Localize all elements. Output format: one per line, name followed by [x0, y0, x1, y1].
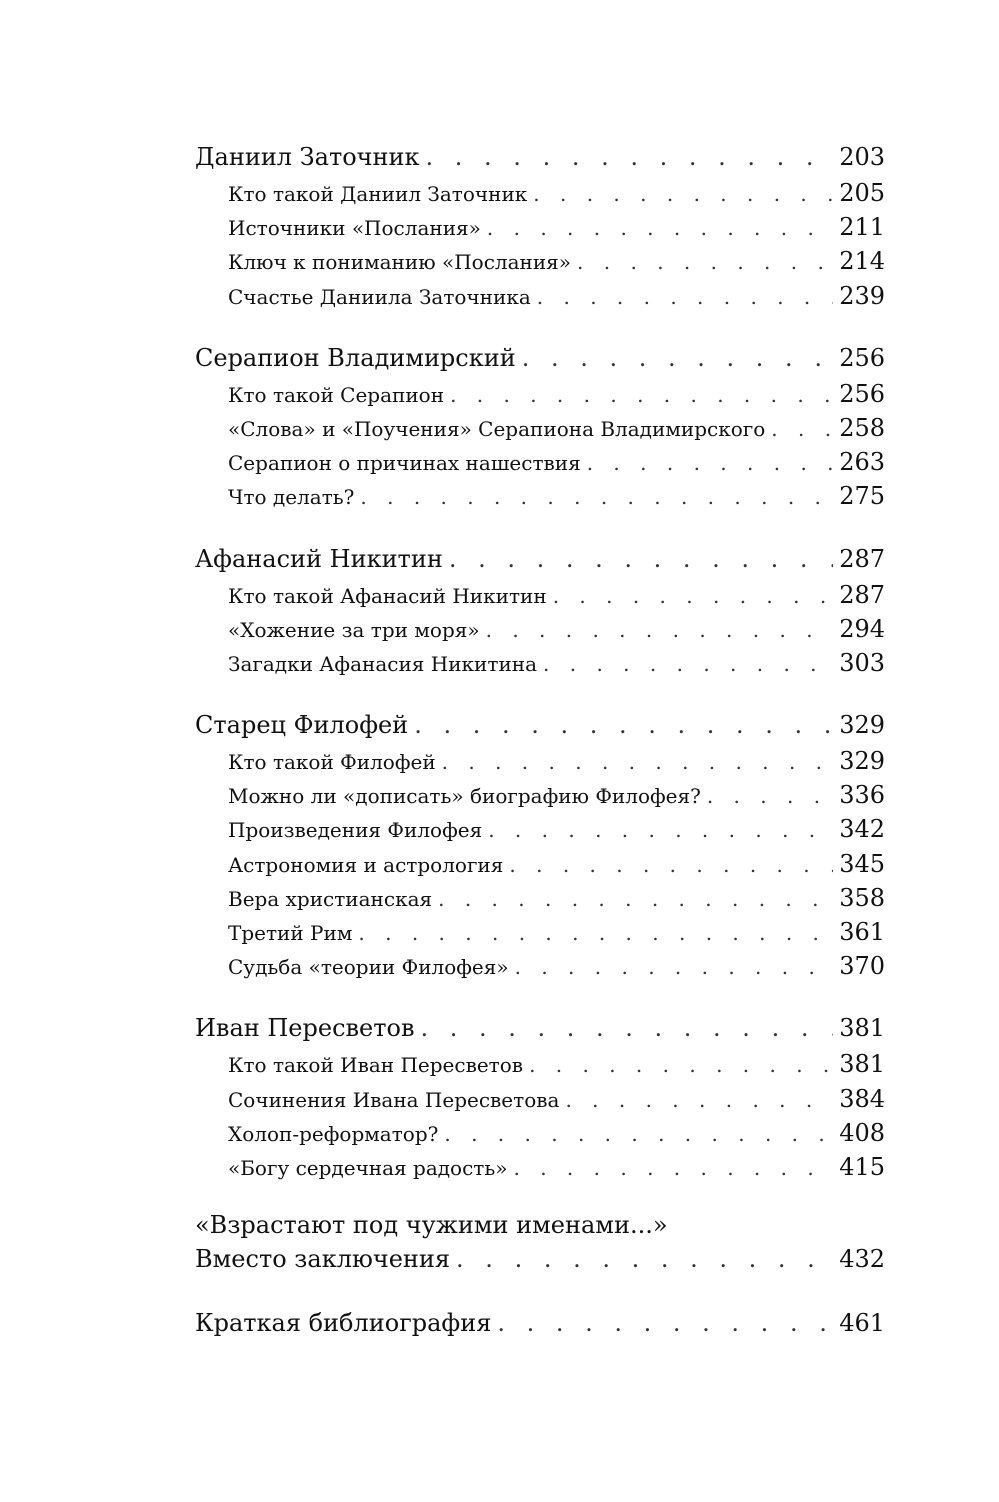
- page-number: 211: [839, 213, 885, 242]
- subsection-title: Третий Рим: [228, 921, 353, 945]
- dot-leader: [514, 1151, 834, 1185]
- toc-bibliography: [195, 1304, 885, 1342]
- toc-subsection-row[interactable]: [195, 578, 885, 612]
- page-number: 303: [839, 648, 885, 677]
- dot-leader: [529, 1048, 833, 1082]
- toc-chapter-row[interactable]: [195, 339, 885, 377]
- subsection-title: Можно ли «дописать» биографию Филофея?: [228, 784, 701, 809]
- page-number: 275: [839, 482, 885, 511]
- toc-subsection-row[interactable]: [195, 445, 885, 479]
- dot-leader: [444, 1117, 833, 1151]
- dot-leader: [456, 1240, 833, 1278]
- dot-leader: [360, 480, 833, 514]
- toc-chapter-row[interactable]: [195, 540, 885, 578]
- toc-chapter-row[interactable]: [195, 1009, 885, 1047]
- page-number: 361: [839, 918, 885, 946]
- conclusion-epigraph: «Взрастают под чужими именами...»: [195, 1211, 668, 1240]
- toc-subsection-row[interactable]: [195, 915, 885, 949]
- page-number: 214: [839, 247, 885, 276]
- subsection-title: «Богу сердечная радость»: [228, 1155, 508, 1180]
- chapter-title: Даниил Заточник: [195, 143, 420, 171]
- page-number: 345: [839, 849, 885, 878]
- subsection-title: Счастье Даниила Заточника: [228, 284, 531, 309]
- subsection-title: Вера христианская: [228, 886, 433, 911]
- page-number: 256: [839, 379, 885, 408]
- toc-subsection-row[interactable]: [195, 812, 885, 846]
- dot-leader: [414, 706, 833, 744]
- dot-leader: [488, 813, 833, 847]
- page-number: 287: [839, 580, 885, 609]
- subsection-title: «Слова» и «Поучения» Серапиона Владимирского: [228, 416, 766, 441]
- toc-subsection-row[interactable]: [195, 1082, 885, 1116]
- page-number: 205: [839, 179, 885, 207]
- dot-leader: [553, 579, 834, 613]
- toc-chapter-row[interactable]: [195, 706, 885, 744]
- toc-subsection-row[interactable]: [195, 279, 885, 313]
- toc-subsection-row[interactable]: [195, 778, 885, 812]
- page-number: 329: [839, 711, 885, 740]
- subsection-title: Кто такой Иван Пересветов: [228, 1053, 524, 1078]
- toc-subsection-row[interactable]: [195, 176, 885, 210]
- toc-subsection-row[interactable]: [195, 646, 885, 680]
- toc-subsection-row[interactable]: [195, 612, 885, 646]
- page-number: 381: [839, 1014, 885, 1043]
- chapter-title: Серапион Владимирский: [195, 343, 516, 372]
- toc-subsection-row[interactable]: [195, 949, 885, 983]
- table-of-contents: [195, 138, 885, 1368]
- dot-leader: [707, 779, 833, 813]
- toc-subsection-row[interactable]: [195, 744, 885, 778]
- page-number: 239: [839, 281, 885, 310]
- toc-subsection-row[interactable]: [195, 1047, 885, 1081]
- toc-section: [195, 138, 885, 313]
- dot-leader: [420, 1009, 833, 1047]
- toc-section: [195, 339, 885, 514]
- toc-subsection-row[interactable]: [195, 479, 885, 513]
- page-number: 408: [839, 1118, 885, 1147]
- dot-leader: [497, 1304, 833, 1342]
- dot-leader: [515, 950, 834, 984]
- conclusion-title: Вместо заключения: [195, 1245, 451, 1274]
- dot-leader: [587, 446, 833, 480]
- toc-subsection-row[interactable]: [195, 847, 885, 881]
- subsection-title: Сочинения Ивана Пересветова: [228, 1087, 560, 1112]
- subsection-title: Холоп-реформатор?: [228, 1121, 439, 1146]
- subsection-title: Ключ к пониманию «Послания»: [228, 250, 572, 275]
- page-number: 203: [839, 143, 885, 171]
- subsection-title: Источники «Послания»: [228, 216, 481, 241]
- dot-leader: [438, 882, 833, 916]
- dot-leader: [449, 540, 833, 578]
- toc-chapter-row[interactable]: [195, 138, 885, 176]
- chapter-title: Афанасий Никитин: [195, 544, 443, 573]
- toc-chapter-row: [195, 1240, 885, 1278]
- dot-leader: [533, 177, 833, 211]
- dot-leader: [442, 745, 834, 779]
- page-number: 263: [839, 448, 885, 477]
- dot-leader: [522, 339, 833, 377]
- toc-section: [195, 1009, 885, 1184]
- page-number: 294: [839, 614, 885, 643]
- toc-conclusion[interactable]: [195, 1210, 885, 1278]
- toc-subsection-row[interactable]: [195, 210, 885, 244]
- dot-leader: [486, 613, 834, 647]
- toc-subsection-row[interactable]: [195, 881, 885, 915]
- subsection-title: Серапион о причинах нашествия: [228, 451, 581, 476]
- toc-subsection-row[interactable]: [195, 377, 885, 411]
- subsection-title: Астрономия и астрология: [228, 852, 504, 877]
- toc-section: [195, 706, 885, 983]
- page-number: 342: [839, 815, 885, 844]
- page-number: 370: [839, 952, 885, 981]
- dot-leader: [537, 280, 833, 314]
- dot-leader: [450, 378, 833, 412]
- page-number: 461: [839, 1309, 885, 1338]
- toc-chapter-row[interactable]: [195, 1304, 885, 1342]
- dot-leader: [565, 1083, 833, 1117]
- dot-leader: [426, 138, 834, 176]
- toc-subsection-row[interactable]: [195, 244, 885, 278]
- page-number: 358: [839, 883, 885, 912]
- dot-leader: [543, 647, 833, 681]
- page-number: 329: [839, 747, 885, 776]
- dot-leader: [509, 848, 833, 882]
- subsection-title: Кто такой Филофей: [228, 750, 436, 775]
- subsection-title: Кто такой Афанасий Никитин: [228, 583, 547, 608]
- subsection-title: Что делать?: [228, 485, 355, 510]
- page-number: 432: [839, 1245, 885, 1274]
- bibliography-title: Краткая библиография: [195, 1309, 492, 1338]
- dot-leader: [577, 245, 833, 279]
- page-number: 415: [839, 1152, 885, 1181]
- toc-subsection-row[interactable]: [195, 1116, 885, 1150]
- chapter-title: Иван Пересветов: [195, 1014, 415, 1043]
- toc-section: [195, 540, 885, 681]
- page-number: 287: [839, 544, 885, 573]
- toc-subsection-row[interactable]: [195, 1150, 885, 1184]
- page-number: 336: [839, 781, 885, 810]
- subsection-title: «Хожение за три моря»: [228, 617, 480, 642]
- page-number: 256: [839, 343, 885, 372]
- page-number: 384: [839, 1084, 885, 1113]
- page-number: 381: [839, 1050, 885, 1079]
- subsection-title: Кто такой Даниил Заточник: [228, 182, 528, 206]
- subsection-title: Судьба «теории Филофея»: [228, 955, 509, 980]
- subsection-title: Загадки Афанасия Никитина: [228, 651, 538, 676]
- dot-leader: [358, 916, 833, 950]
- subsection-title: Произведения Филофея: [228, 818, 483, 843]
- chapter-title: Старец Филофей: [195, 711, 409, 740]
- dot-leader: [771, 412, 833, 446]
- subsection-title: Кто такой Серапион: [228, 382, 445, 407]
- dot-leader: [487, 211, 833, 245]
- page-number: 258: [839, 413, 885, 442]
- toc-subsection-row[interactable]: [195, 411, 885, 445]
